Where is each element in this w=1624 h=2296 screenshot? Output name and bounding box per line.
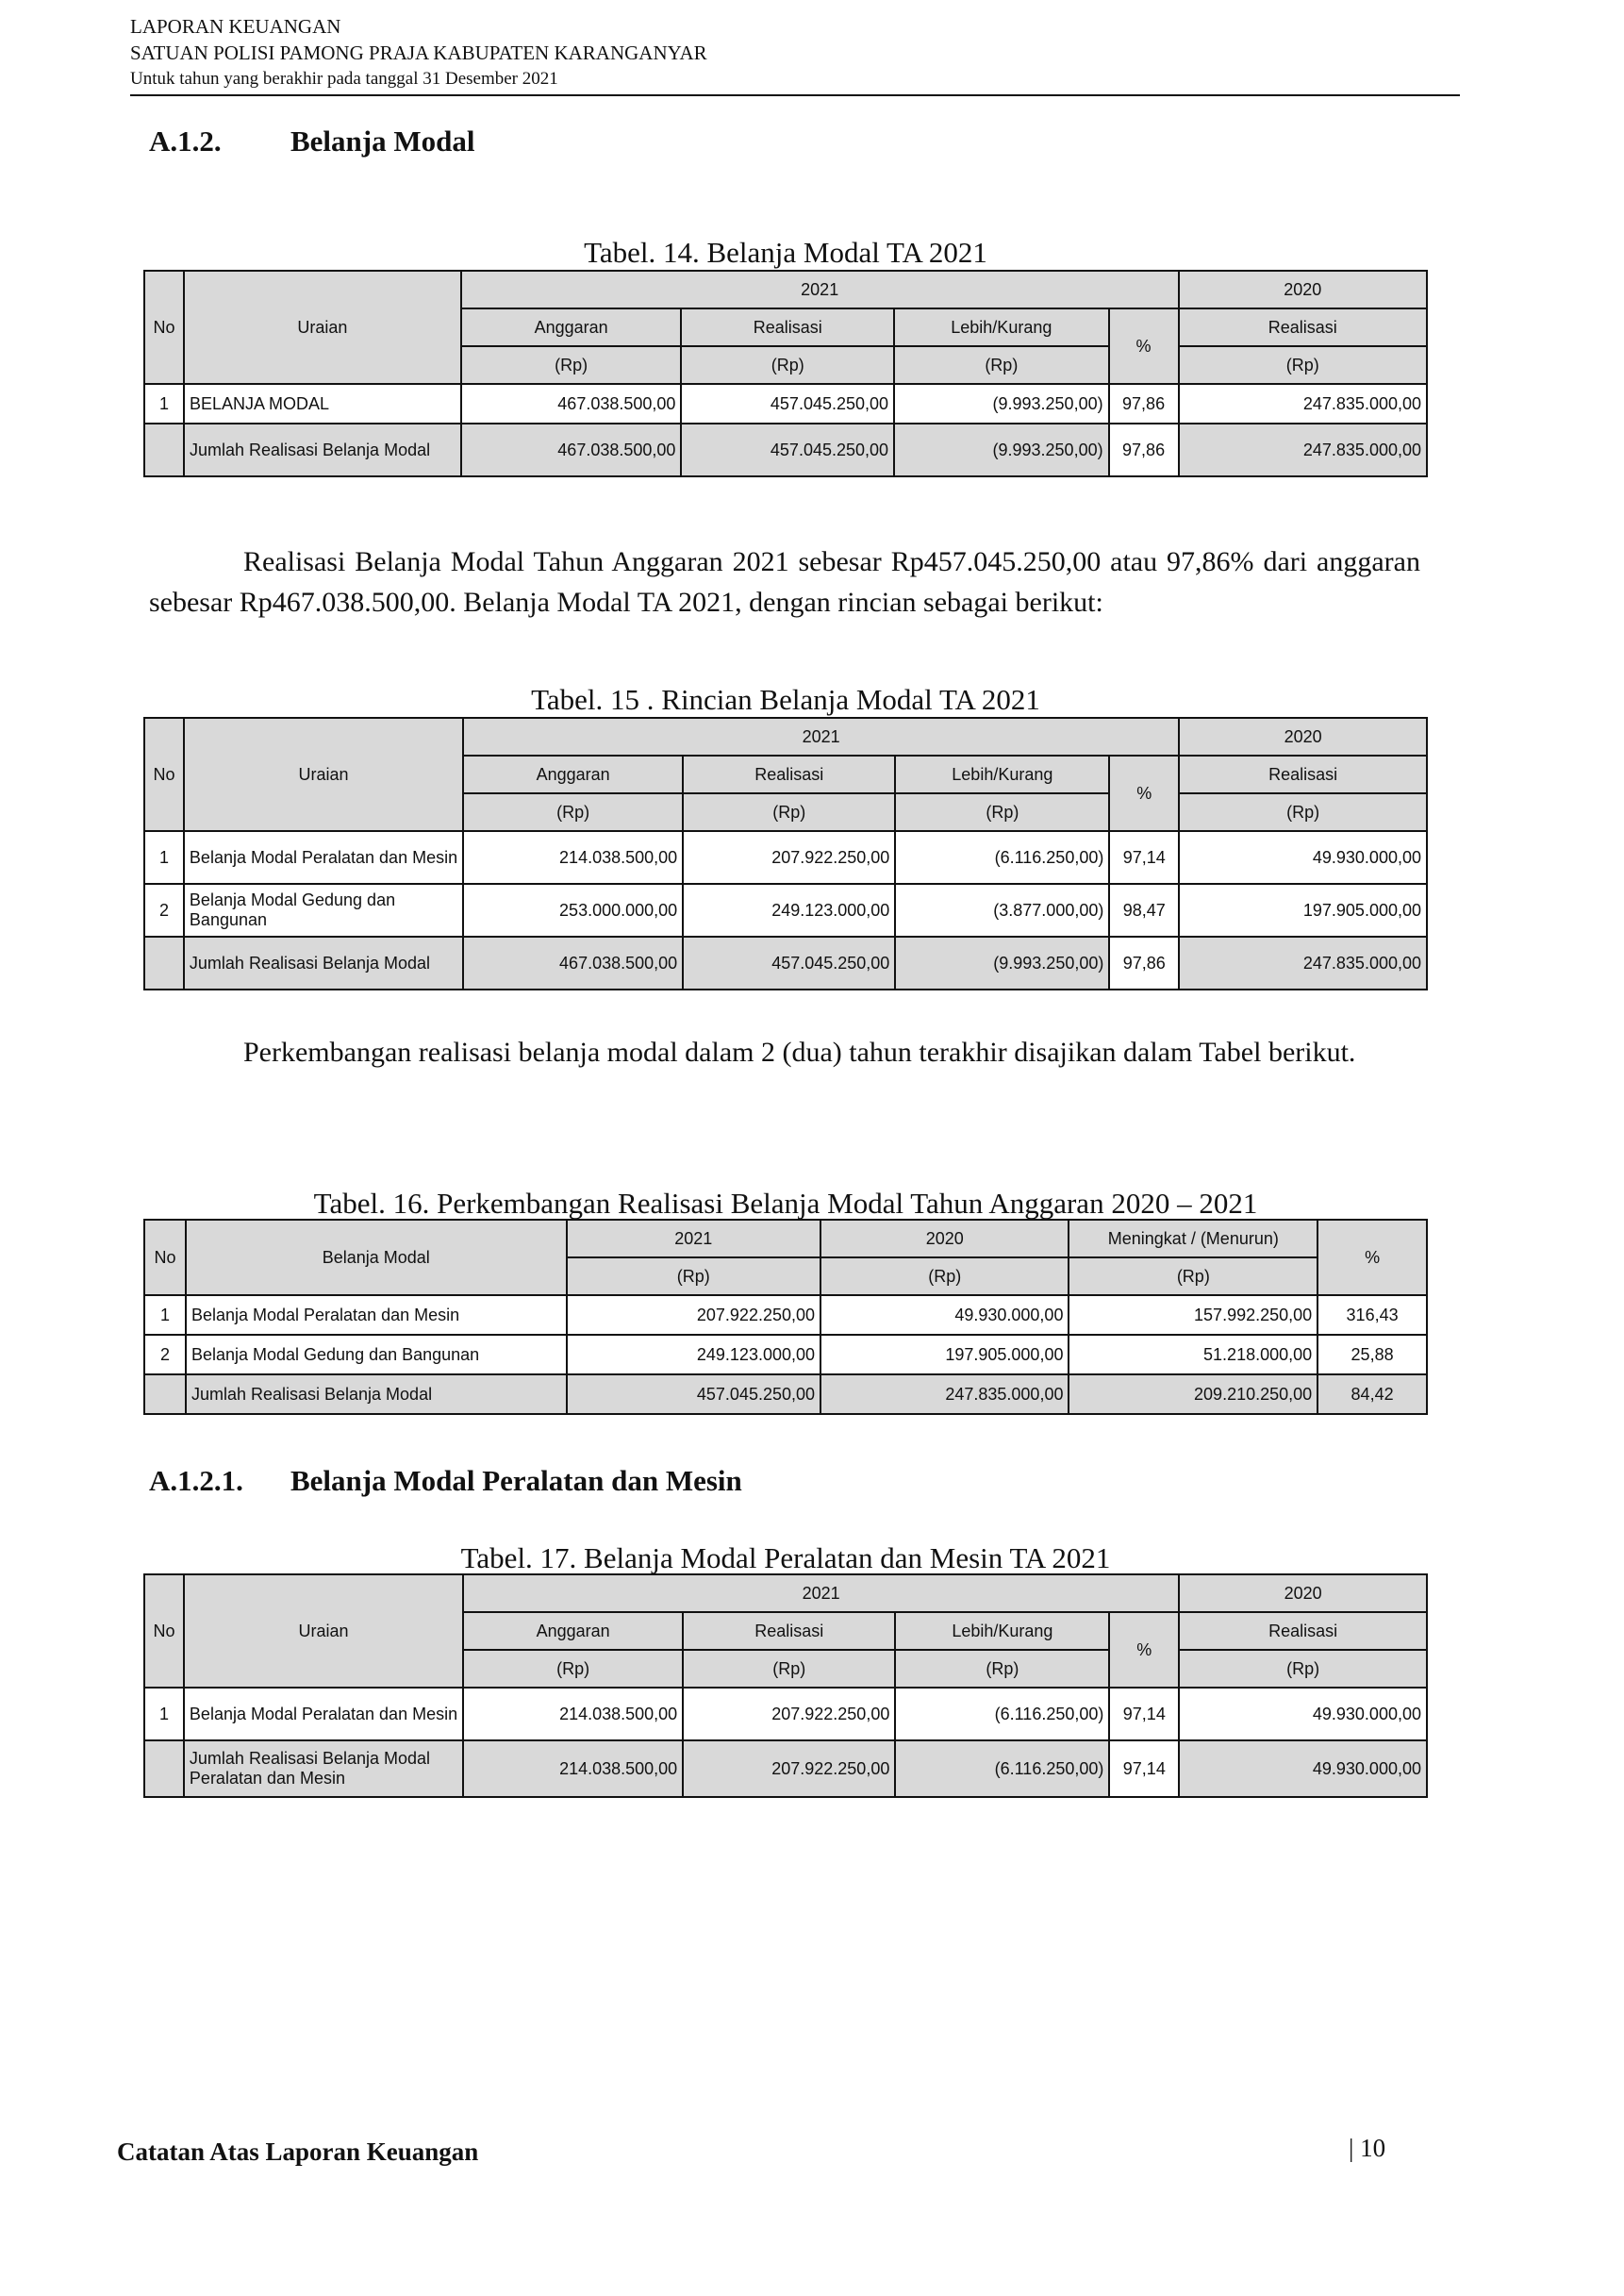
col-header-lebih-kurang: Lebih/Kurang (895, 756, 1109, 793)
table-14 (143, 270, 1428, 477)
table-row (144, 831, 1427, 884)
unit-rp: (Rp) (681, 346, 894, 384)
col-header-realisasi-2020: Realisasi (1179, 1612, 1427, 1650)
cell-2020: 197.905.000,00 (820, 1335, 1069, 1374)
section-title: Belanja Modal Peralatan dan Mesin (290, 1464, 742, 1497)
col-header-2020: 2020 (1179, 271, 1427, 308)
cell-lebih-kurang: (9.993.250,00) (894, 384, 1109, 424)
unit-rp: (Rp) (1179, 1650, 1427, 1688)
col-header-anggaran: Anggaran (463, 756, 683, 793)
cell-uraian: Jumlah Realisasi Belanja Modal (184, 937, 463, 990)
cell-percent: 84,42 (1317, 1374, 1427, 1414)
col-header-2021: 2021 (461, 271, 1179, 308)
cell-percent: 97,14 (1109, 1688, 1179, 1740)
unit-rp: (Rp) (463, 1650, 683, 1688)
col-header-anggaran: Anggaran (461, 308, 682, 346)
cell-realisasi-2020: 247.835.000,00 (1179, 384, 1427, 424)
cell-no (144, 1374, 186, 1414)
col-header-percent: % (1109, 308, 1179, 384)
footer-title: Catatan Atas Laporan Keuangan (117, 2138, 479, 2166)
col-header-2021: 2021 (463, 1574, 1179, 1612)
unit-rp: (Rp) (1179, 346, 1427, 384)
table-total-row (144, 424, 1427, 476)
cell-meningkat: 51.218.000,00 (1069, 1335, 1317, 1374)
table-total-row (144, 1374, 1427, 1414)
cell-lebih-kurang: (6.116.250,00) (895, 831, 1109, 884)
cell-anggaran: 214.038.500,00 (463, 831, 683, 884)
paragraph-1: Realisasi Belanja Modal Tahun Anggaran 2021 sebesar Rp457.045.250,00 atau 97,86% dari anggaran sebesar Rp467.038.500,00. Belanja Modal TA 2021, dengan rincian sebagai berikut: (149, 546, 1420, 618)
cell-realisasi-2020: 197.905.000,00 (1179, 884, 1427, 937)
cell-lebih-kurang: (9.993.250,00) (895, 937, 1109, 990)
cell-uraian-line: Belanja Modal Gedung dan (189, 890, 396, 909)
cell-no (144, 424, 184, 476)
table-16 (143, 1219, 1428, 1415)
col-header-meningkat: Meningkat / (Menurun) (1069, 1220, 1317, 1257)
cell-realisasi-2020: 49.930.000,00 (1179, 1688, 1427, 1740)
table-row (144, 1295, 1427, 1335)
cell-percent: 97,14 (1109, 1740, 1179, 1797)
col-header-no: No (144, 1574, 184, 1688)
col-header-2021: 2021 (463, 718, 1179, 756)
cell-uraian-line: Peralatan dan Mesin (189, 1769, 346, 1788)
cell-percent: 25,88 (1317, 1335, 1427, 1374)
unit-rp: (Rp) (567, 1257, 820, 1295)
cell-uraian: Belanja Modal Peralatan dan Mesin (184, 1688, 463, 1740)
cell-uraian: Jumlah Realisasi Belanja Modal (184, 424, 461, 476)
cell-uraian-line: Jumlah Realisasi Belanja Modal (189, 1749, 431, 1768)
cell-no: 2 (144, 1335, 186, 1374)
cell-realisasi-2020: 247.835.000,00 (1179, 424, 1427, 476)
table-15 (143, 717, 1428, 990)
table-row (144, 1688, 1427, 1740)
header-line-2: SATUAN POLISI PAMONG PRAJA KABUPATEN KARANGANYAR (130, 42, 707, 64)
cell-anggaran: 253.000.000,00 (463, 884, 683, 937)
cell-no (144, 1740, 184, 1797)
cell-realisasi: 249.123.000,00 (683, 884, 895, 937)
col-header-realisasi: Realisasi (683, 1612, 895, 1650)
report-header (130, 13, 1460, 92)
cell-uraian (184, 884, 463, 937)
cell-lebih-kurang: (6.116.250,00) (895, 1740, 1109, 1797)
cell-percent: 316,43 (1317, 1295, 1427, 1335)
col-header-realisasi-2020: Realisasi (1179, 756, 1427, 793)
cell-percent: 97,86 (1109, 424, 1179, 476)
cell-realisasi: 457.045.250,00 (681, 384, 894, 424)
cell-2021: 207.922.250,00 (567, 1295, 820, 1335)
section-number: A.1.2.1. (149, 1464, 243, 1497)
unit-rp: (Rp) (1069, 1257, 1317, 1295)
col-header-belanja-modal: Belanja Modal (186, 1220, 567, 1295)
col-header-percent: % (1317, 1220, 1427, 1295)
col-header-no: No (144, 1220, 186, 1295)
cell-meningkat: 157.992.250,00 (1069, 1295, 1317, 1335)
cell-realisasi: 207.922.250,00 (683, 831, 895, 884)
cell-no: 1 (144, 1688, 184, 1740)
cell-uraian: Belanja Modal Peralatan dan Mesin (186, 1295, 567, 1335)
cell-uraian-line: Bangunan (189, 910, 268, 929)
cell-no: 1 (144, 1295, 186, 1335)
table-16-caption: Tabel. 16. Perkembangan Realisasi Belanja Modal Tahun Anggaran 2020 – 2021 (313, 1187, 1258, 1220)
table-row (144, 884, 1427, 937)
cell-lebih-kurang: (9.993.250,00) (894, 424, 1109, 476)
cell-uraian: Belanja Modal Gedung dan Bangunan (186, 1335, 567, 1374)
header-line-3: Untuk tahun yang berakhir pada tanggal 31 Desember 2021 (130, 69, 558, 89)
col-header-uraian: Uraian (184, 718, 463, 831)
header-line-1: LAPORAN KEUANGAN (130, 15, 341, 38)
unit-rp: (Rp) (683, 1650, 895, 1688)
page-number: | 10 (1349, 2134, 1386, 2162)
table-17 (143, 1573, 1428, 1798)
unit-rp: (Rp) (895, 793, 1109, 831)
cell-percent: 98,47 (1109, 884, 1179, 937)
col-header-realisasi: Realisasi (683, 756, 895, 793)
table-14-caption: Tabel. 14. Belanja Modal TA 2021 (584, 236, 987, 269)
cell-uraian: BELANJA MODAL (184, 384, 461, 424)
cell-no: 1 (144, 384, 184, 424)
col-header-percent: % (1109, 756, 1179, 831)
table-17-caption: Tabel. 17. Belanja Modal Peralatan dan Mesin TA 2021 (460, 1541, 1111, 1574)
cell-realisasi-2020: 247.835.000,00 (1179, 937, 1427, 990)
cell-2020: 247.835.000,00 (820, 1374, 1069, 1414)
unit-rp: (Rp) (461, 346, 682, 384)
unit-rp: (Rp) (463, 793, 683, 831)
unit-rp: (Rp) (894, 346, 1109, 384)
cell-realisasi: 207.922.250,00 (683, 1688, 895, 1740)
table-row (144, 1335, 1427, 1374)
cell-lebih-kurang: (6.116.250,00) (895, 1688, 1109, 1740)
cell-lebih-kurang: (3.877.000,00) (895, 884, 1109, 937)
cell-2021: 249.123.000,00 (567, 1335, 820, 1374)
cell-no: 2 (144, 884, 184, 937)
col-header-lebih-kurang: Lebih/Kurang (894, 308, 1109, 346)
col-header-uraian: Uraian (184, 271, 461, 384)
cell-uraian: Jumlah Realisasi Belanja Modal (186, 1374, 567, 1414)
cell-2020: 49.930.000,00 (820, 1295, 1069, 1335)
cell-uraian: Belanja Modal Peralatan dan Mesin (184, 831, 463, 884)
table-row (144, 384, 1427, 424)
unit-rp: (Rp) (683, 793, 895, 831)
cell-realisasi-2020: 49.930.000,00 (1179, 1740, 1427, 1797)
col-header-2020: 2020 (1179, 1574, 1427, 1612)
section-title: Belanja Modal (290, 125, 475, 158)
col-header-lebih-kurang: Lebih/Kurang (895, 1612, 1109, 1650)
col-header-percent: % (1109, 1612, 1179, 1688)
table-15-caption: Tabel. 15 . Rincian Belanja Modal TA 2021 (531, 683, 1040, 716)
section-heading-peralatan-mesin (149, 1464, 742, 1498)
cell-anggaran: 214.038.500,00 (463, 1688, 683, 1740)
section-heading-belanja-modal (149, 125, 474, 158)
table-total-row (144, 937, 1427, 990)
col-header-2021: 2021 (567, 1220, 820, 1257)
table-total-row (144, 1740, 1427, 1797)
cell-uraian (184, 1740, 463, 1797)
col-header-no: No (144, 271, 184, 384)
cell-anggaran: 467.038.500,00 (463, 937, 683, 990)
unit-rp: (Rp) (895, 1650, 1109, 1688)
col-header-realisasi: Realisasi (681, 308, 894, 346)
col-header-2020: 2020 (1179, 718, 1427, 756)
paragraph-2: Perkembangan realisasi belanja modal dalam 2 (dua) tahun terakhir disajikan dalam Tabel berikut. (243, 1037, 1356, 1068)
cell-2021: 457.045.250,00 (567, 1374, 820, 1414)
cell-percent: 97,86 (1109, 384, 1179, 424)
cell-percent: 97,86 (1109, 937, 1179, 990)
col-header-realisasi-2020: Realisasi (1179, 308, 1427, 346)
section-number: A.1.2. (149, 125, 222, 158)
cell-realisasi: 457.045.250,00 (683, 937, 895, 990)
unit-rp: (Rp) (1179, 793, 1427, 831)
cell-anggaran: 467.038.500,00 (461, 384, 682, 424)
cell-anggaran: 214.038.500,00 (463, 1740, 683, 1797)
col-header-uraian: Uraian (184, 1574, 463, 1688)
cell-anggaran: 467.038.500,00 (461, 424, 682, 476)
col-header-2020: 2020 (820, 1220, 1069, 1257)
col-header-anggaran: Anggaran (463, 1612, 683, 1650)
unit-rp: (Rp) (820, 1257, 1069, 1295)
header-rule (130, 94, 1460, 96)
cell-realisasi: 207.922.250,00 (683, 1740, 895, 1797)
col-header-no: No (144, 718, 184, 831)
cell-percent: 97,14 (1109, 831, 1179, 884)
cell-no: 1 (144, 831, 184, 884)
cell-realisasi: 457.045.250,00 (681, 424, 894, 476)
cell-no (144, 937, 184, 990)
cell-meningkat: 209.210.250,00 (1069, 1374, 1317, 1414)
cell-realisasi-2020: 49.930.000,00 (1179, 831, 1427, 884)
